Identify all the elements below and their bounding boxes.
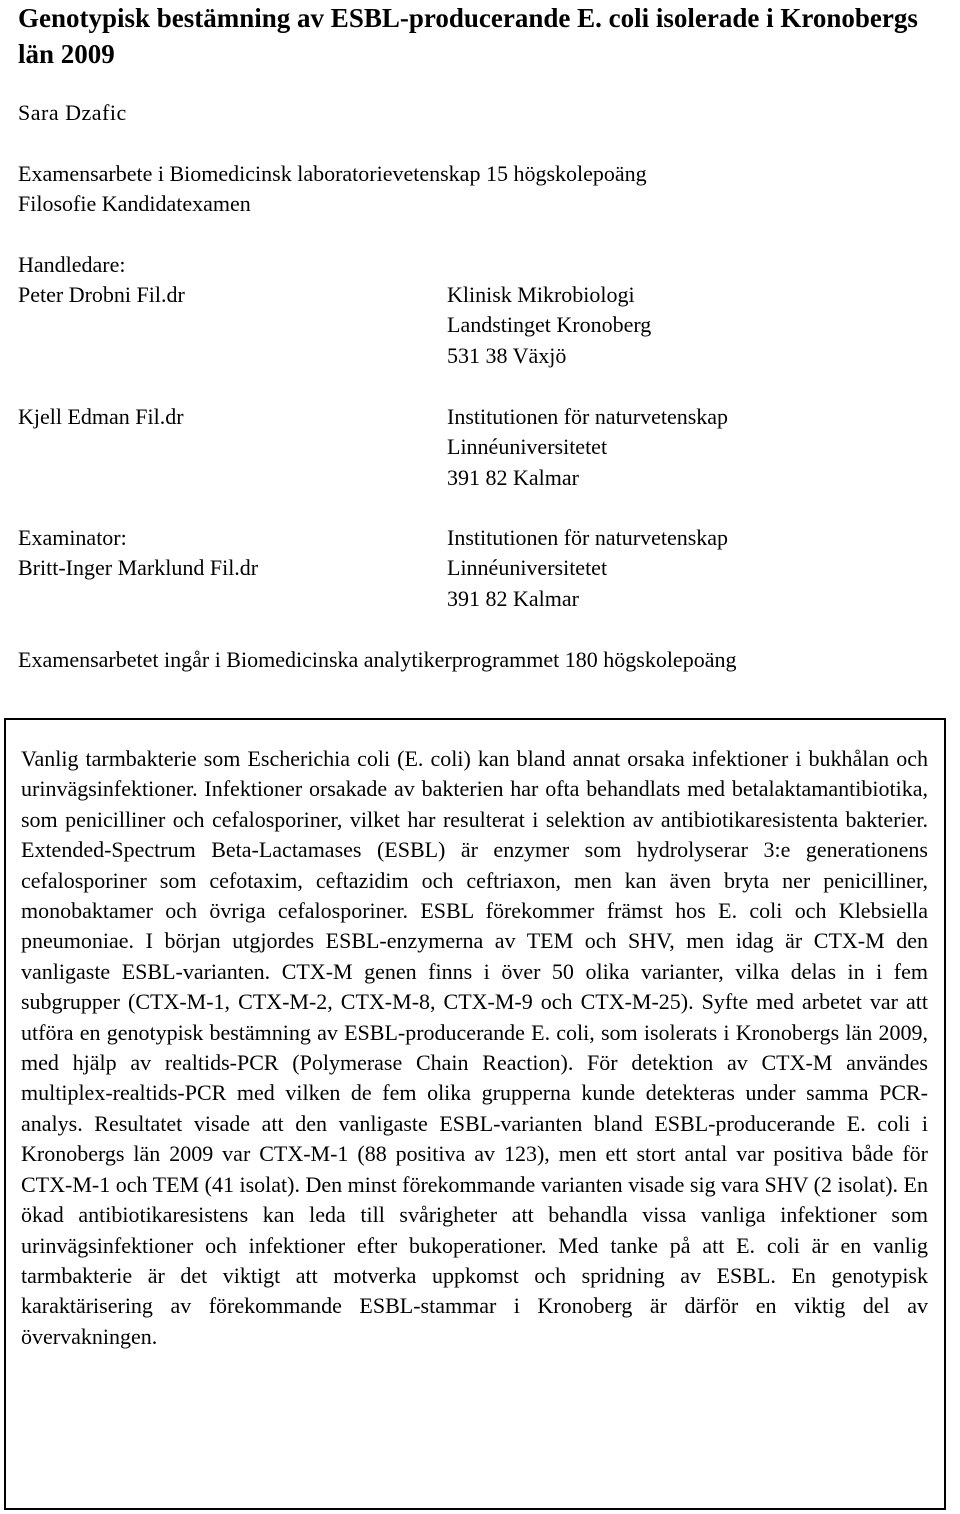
- examiner-name: Britt-Inger Marklund Fil.dr: [18, 555, 259, 580]
- examiner-label: Examinator:: [18, 525, 127, 550]
- abstract-text: Vanlig tarmbakterie som Escherichia coli (E. coli) kan bland annat orsaka infektioner i bukhålan och urinvägsinfektioner. Infektioner orsakade av bakterien har ofta behandlats med betalaktamantibiotika, som penicilliner och cefalosporiner, vilket har resulterat i selektion av antibiotikaresistenta bakterier. Extended-Spectrum Beta-Lactamases (ESBL) är enzymer som hydrolyserar 3:e generationens cefalosporiner som cefotaxim, ceftazidim och ceftriaxon, men kan även bryta ner penicilliner, monobaktamer och övriga cefalosporiner. ESBL förekommer främst hos E. coli och Klebsiella pneumoniae. I början utgjordes ESBL-enzymerna av TEM och SHV, men idag är CTX-M den vanligaste ESBL-varianten. CTX-M genen finns i över 50 olika varianter, vilka delas in i fem subgrupper (CTX-M-1, CTX-M-2, CTX-M-8, CTX-M-9 och CTX-M-25). Syfte med arbetet var att utföra en genotypisk bestämning av ESBL-producerande E. coli, som isolerats i Kronobergs län 2009, med hjälp av realtids-PCR (Polymerase Chain Reaction). För detektion av CTX-M användes multiplex-realtids-PCR med vilken de fem olika grupperna kunde detekteras under samma PCR-analys. Resultatet visade att den vanligaste ESBL-varianten bland ESBL-producerande E. coli i Kronobergs län 2009 var CTX-M-1 (88 positiva av 123), men ett stort antal var positiva både för CTX-M-1 och TEM (41 isolat). Den minst förekommande varianten visade sig vara SHV (2 isolat). En ökad antibiotikaresistens kan leda till svårigheter att behandla vissa vanliga infektioner som urinvägsinfektioner och infektioner efter bukoperationer. Med tanke på att E. coli är en vanlig tarmbakterie är det viktigt att motverka uppkomst och spridning av ESBL. En genotypisk karaktärisering av förekommande ESBL-stammar i Kronoberg är därför en viktig del av övervakningen.: [21, 746, 928, 1349]
- examiner-address-line-1: Institutionen för naturvetenskap: [447, 525, 729, 550]
- supervisor-1-name: Peter Drobni Fil.dr: [18, 282, 185, 307]
- supervisor-1-address-line-1: Klinisk Mikrobiologi: [447, 282, 635, 307]
- degree-line-2: Filosofie Kandidatexamen: [18, 191, 251, 216]
- supervisor-2-address-line-1: Institutionen för naturvetenskap: [447, 404, 729, 429]
- supervisors-label: Handledare:: [18, 252, 126, 277]
- supervisor-1-address-line-2: Landstinget Kronoberg: [447, 312, 652, 337]
- supervisor-1-address-line-3: 531 38 Växjö: [447, 343, 567, 368]
- supervisor-2-name: Kjell Edman Fil.dr: [18, 404, 184, 429]
- examiner-address-line-3: 391 82 Kalmar: [447, 586, 579, 611]
- document-title: Genotypisk bestämning av ESBL-producerande E. coli isolerade i Kronobergs län 2009: [18, 3, 918, 69]
- abstract-box: [4, 718, 946, 1510]
- program-note: Examensarbetet ingår i Biomedicinska analytikerprogrammet 180 högskolepoäng: [18, 647, 737, 672]
- examiner-address-line-2: Linnéuniversitetet: [447, 555, 608, 580]
- degree-line-1: Examensarbete i Biomedicinsk laboratorievetenskap 15 högskolepoäng: [18, 161, 647, 186]
- supervisor-2-address-line-3: 391 82 Kalmar: [447, 465, 579, 490]
- supervisor-2-address-line-2: Linnéuniversitetet: [447, 434, 608, 459]
- author-name: Sara Dzafic: [18, 100, 127, 125]
